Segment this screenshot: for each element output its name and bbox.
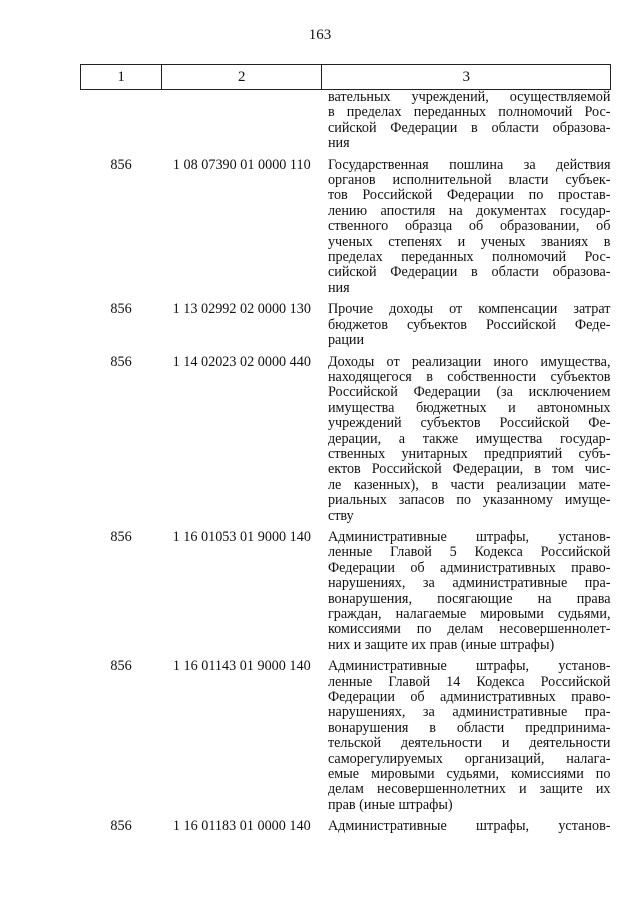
description-line: них и защите их прав (иные штрафы) [327,637,555,653]
revenue-code-cell: 1 13 02992 02 0000 130 [172,301,311,318]
description-line: лению апостиля на документах государ- [327,203,611,219]
description-line: органов исполнительной власти субъек- [327,173,611,189]
description-line: ству [327,508,354,524]
column-header-3: 3 [322,65,611,90]
description-line: учреждений субъектов Российской Фе- [327,416,611,432]
admin-code-cell: 856 [110,301,132,318]
description-line: ственных унитарных предприятий субъ- [327,446,611,462]
description-line: Федерации об административных право- [327,690,611,706]
table-row [81,355,611,524]
description-line: дерации, а также имущества государ- [327,431,611,447]
description-cell [322,819,611,834]
description-line: вонарушения в области предпринима- [327,720,611,736]
description-line: ученых степенях и ученых званиях в [327,234,611,250]
description-line: в пределах переданных полномочий Рос- [327,105,611,121]
description-line: бюджетов субъектов Российской Феде- [327,317,611,333]
table-row [81,819,611,834]
description-line: делам несовершеннолетних и защите их [327,782,611,798]
table-row [81,659,611,813]
description-line: прав (иные штрафы) [327,797,453,813]
description-cell [322,659,611,813]
description-line: вонарушения, посягающие на права [327,591,611,607]
revenue-code-cell: 1 16 01053 01 9000 140 [172,528,311,545]
description-line: ния [327,280,350,296]
table-body [81,90,611,835]
description-line: Прочие доходы от компенсации затрат [327,302,611,318]
column-header-1: 1 [81,65,162,90]
description-line: Административные штрафы, установ- [327,529,611,545]
description-line: ния [327,136,350,152]
admin-code-cell: 856 [110,528,132,545]
admin-code-cell: 856 [110,353,132,370]
description-cell [322,302,611,348]
description-cell [322,530,611,653]
description-line: ле казенных), в части реализации мате- [327,477,611,493]
description-line: вательных учреждений, осуществляемой [327,90,611,105]
admin-code-cell [81,90,162,152]
description-line: сийской Федерации в области образова- [327,120,611,136]
table-row [81,90,611,152]
description-line: саморегулируемых организаций, налага- [327,751,611,767]
admin-code-cell: 856 [110,818,132,835]
table-row [81,302,611,348]
description-line: тельской деятельности и деятельности [327,736,611,752]
table-row [81,530,611,653]
revenue-code-cell: 1 08 07390 01 0000 110 [172,156,311,173]
revenue-code-cell: 1 16 01183 01 0000 140 [172,818,311,835]
description-line: емые мировыми судьями, комиссиями по [327,767,611,783]
description-line: находящегося в собственности субъектов [327,369,611,385]
table-header-row [81,65,611,90]
description-line: Федерации об административных право- [327,560,611,576]
description-line: Российской Федерации (за исключением [327,385,611,401]
description-cell [322,158,611,297]
description-line: граждан, налагаемые мировыми судьями, [327,607,611,622]
column-header-2: 2 [162,65,322,90]
description-line: Административные штрафы, установ- [327,819,611,835]
description-line: пределах переданных полномочий Рос- [327,250,611,266]
revenue-codes-table [80,64,611,835]
description-line: комиссиями по делам несовершеннолет- [327,622,611,638]
description-line: нарушениях, за административные пра- [327,576,611,592]
admin-code-cell: 856 [110,156,132,173]
description-line: ектов Российской Федерации, в том чис- [327,462,611,478]
table-row [81,158,611,297]
description-line: Доходы от реализации иного имущества, [327,354,611,370]
description-line: сийской Федерации в области образова- [327,265,611,281]
description-line: риальных запасов по указанному имуще- [327,493,611,509]
description-line: рации [327,333,365,349]
description-line: ленные Главой 5 Кодекса Российской [327,545,611,561]
description-cell [322,90,611,152]
description-cell [322,355,611,524]
description-line: тов Российской Федерации по простав- [327,188,611,204]
revenue-code-cell [162,90,322,152]
admin-code-cell: 856 [110,658,132,675]
description-line: ленные Главой 14 Кодекса Российской [327,674,611,690]
page-number: 163 [308,27,332,43]
description-line: ственного образца об образовании, об [327,219,611,235]
description-line: Административные штрафы, установ- [327,659,611,675]
revenue-code-cell: 1 16 01143 01 9000 140 [172,658,311,675]
revenue-code-cell: 1 14 02023 02 0000 440 [172,353,311,370]
description-line: нарушениях, за административные пра- [327,705,611,721]
description-line: имущества бюджетных и автономных [327,400,611,416]
description-line: Государственная пошлина за действия [327,157,611,173]
